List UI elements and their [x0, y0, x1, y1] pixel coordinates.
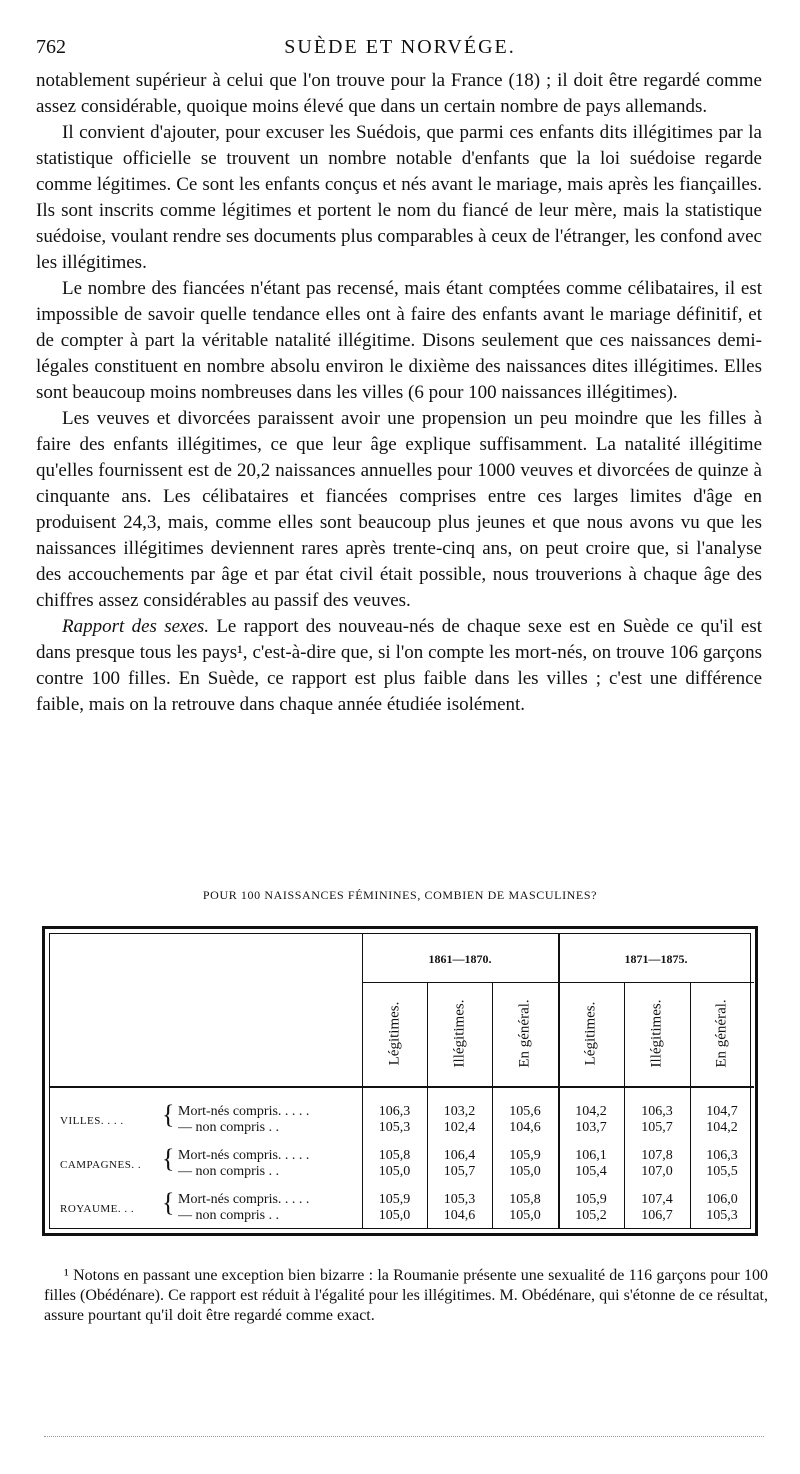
table-cell: 106,3	[378, 1104, 411, 1119]
table-cell: 105,0	[378, 1208, 411, 1223]
table-cell: 104,6	[443, 1208, 476, 1223]
paragraph-5-text: Le rapport des nouveau-nés de chaque sexe est en Suède ce qu'il est dans presque tous les pays¹, c'est-à-dire que, si l'on compte les mort-nés, on trouve 106 garçons contre 100 filles. En Suède, ce rapport est plus faible dans les villes ; c'est une différence faible, mais on la retrouve dans chaque année étudiée isolément.	[36, 616, 762, 715]
rule-under-periods	[362, 982, 754, 983]
table-cell: 106,0	[706, 1192, 738, 1207]
row-label: — non compris . .	[178, 1208, 280, 1223]
paragraph-2: Il convient d'ajouter, pour excuser les Suédois, que parmi ces enfants dits illégitimes par la statistique officielle se trouvent un nombre notable d'enfants que la loi suédoise regarde comme légitimes. Ce sont les enfants conçus et nés avant le mariage, mais après les fiançailles. Ils sont inscrits comme légitimes et portent le nom du fiancé de leur mère, mais la statistique suédoise, voulant rendre ses documents plus comparables à ceux de l'étranger, les confond avec les illégitimes.	[36, 122, 762, 273]
table-cell: 102,4	[443, 1120, 476, 1135]
table-cell: 105,7	[443, 1164, 476, 1179]
col-header-illegitimes-2: Illégitimes.	[648, 999, 665, 1067]
table-caption: POUR 100 NAISSANCES FÉMININES, COMBIEN DE MASCULINES?	[202, 888, 598, 902]
row-label: Mort-nés compris. . . . .	[178, 1192, 310, 1207]
paragraph-5	[36, 614, 762, 718]
table-cell: 106,7	[641, 1208, 673, 1223]
table-cell: 105,2	[575, 1208, 607, 1223]
table-cell: 105,9	[509, 1148, 541, 1163]
table-cell: 105,3	[706, 1208, 738, 1223]
table-cell: 105,8	[509, 1192, 541, 1207]
bottom-scan-artifact	[44, 1436, 764, 1437]
table-cell: 105,5	[706, 1164, 738, 1179]
running-title: SUÈDE ET NORVÉGE.	[284, 36, 516, 58]
period-1871-1875: 1871—1875.	[624, 952, 688, 966]
row-label: Mort-nés compris. . . . .	[178, 1148, 310, 1163]
table-cell: 103,2	[443, 1104, 476, 1119]
table-cell: 106,3	[641, 1104, 673, 1119]
table-cell: 105,0	[378, 1164, 411, 1179]
col-header-en-general-1: En général.	[516, 998, 533, 1068]
col-header-en-general-2: En général.	[713, 998, 730, 1068]
table-cell: 107,8	[641, 1148, 673, 1163]
group-label-campagnes: CAMPAGNES. .	[60, 1159, 142, 1171]
brace-campagnes: {	[162, 1144, 175, 1173]
sex-ratio-table	[42, 926, 758, 1236]
table-cell: 105,9	[575, 1192, 607, 1207]
table-cell: 105,7	[641, 1120, 673, 1135]
table-cell: 104,6	[509, 1120, 541, 1135]
table-cell: 107,0	[641, 1164, 673, 1179]
table-cell: 103,7	[575, 1120, 607, 1135]
table-cell: 104,2	[706, 1120, 738, 1135]
table-cell: 105,0	[509, 1208, 541, 1223]
brace-royaume: {	[162, 1188, 175, 1217]
brace-villes: {	[162, 1100, 175, 1129]
table-cell: 105,9	[378, 1192, 411, 1207]
table-cell: 105,0	[509, 1164, 541, 1179]
col-header-legitimes-1: Légitimes.	[386, 1001, 402, 1065]
group-label-royaume: ROYAUME. . .	[60, 1203, 135, 1215]
rule-under-headers	[50, 1086, 754, 1088]
page-number: 762	[36, 36, 66, 58]
row-label: Mort-nés compris. . . . .	[178, 1104, 310, 1119]
col-header-legitimes-2: Légitimes.	[582, 1001, 599, 1065]
table-cell: 105,3	[443, 1192, 476, 1207]
paragraph-3: Le nombre des fiancées n'étant pas recensé, mais étant comptées comme célibataires, il est impossible de savoir quelle tendance elles ont à faire des enfants avant le mariage définitif, et de compter à part la véritable natalité illégitime. Disons seulement que ces naissances demi-légales constituent en nombre absolu environ le dixième des naissances dites illégitimes. Elles sont beaucoup moins nombreuses dans les villes (6 pour 100 naissances illégitimes).	[36, 278, 762, 403]
table-cell: 106,4	[443, 1148, 476, 1163]
table-cell: 105,8	[378, 1148, 411, 1163]
period-1861-1870: 1861—1870.	[428, 952, 492, 966]
table-cell: 107,4	[641, 1192, 673, 1207]
col-header-illegitimes-1: Illégitimes.	[451, 999, 467, 1067]
body-text	[36, 68, 762, 718]
running-header	[36, 36, 764, 60]
table-cell: 106,1	[575, 1148, 607, 1163]
table-cell: 105,3	[378, 1120, 411, 1135]
group-label-villes: VILLES. . . .	[60, 1115, 124, 1127]
table-cell: 104,7	[706, 1104, 738, 1119]
table-frame	[49, 933, 751, 1229]
footnote: ¹ Notons en passant une exception bien bizarre : la Roumanie présente une sexualité de 116 garçons pour 100 filles (Obédénare). Ce rapport est réduit à l'égalité pour les illégitimes. M. Obédénare, qui s'étonne de ce résultat, assure pourtant qu'il doit être regardé comme exact.	[44, 1267, 768, 1324]
table-cell: 104,2	[575, 1104, 607, 1119]
table-cell: 105,4	[575, 1164, 607, 1179]
row-label: — non compris . .	[178, 1164, 280, 1179]
paragraph-4: Les veuves et divorcées paraissent avoir une propension un peu moindre que les filles à faire des enfants illégitimes, ce que leur âge explique suffisamment. La natalité illégitime qu'elles fournissent est de 20,2 naissances annuelles pour 1000 veuves et divorcées de quinze à cinquante ans. Les célibataires et fiancées comprises entre ces larges limites d'âge en produisent 24,3, mais, comme elles sont beaucoup plus jeunes et que nous avons vu que les naissances illégitimes deviennent rares après trente-cinq ans, on peut croire que, si l'analyse des accouchements par âge et par état civil était possible, nous trouverions à chaque âge des chiffres assez considérables au passif des veuves.	[36, 408, 762, 611]
section-lead: Rapport des sexes.	[62, 616, 210, 637]
row-label: — non compris . .	[178, 1120, 280, 1135]
paragraph-1: notablement supérieur à celui que l'on trouve pour la France (18) ; il doit être regardé comme assez considérable, quoique moins élevé que dans un certain nombre de pays allemands.	[36, 70, 762, 117]
table-cell: 105,6	[509, 1104, 541, 1119]
table-cell: 106,3	[706, 1148, 738, 1163]
